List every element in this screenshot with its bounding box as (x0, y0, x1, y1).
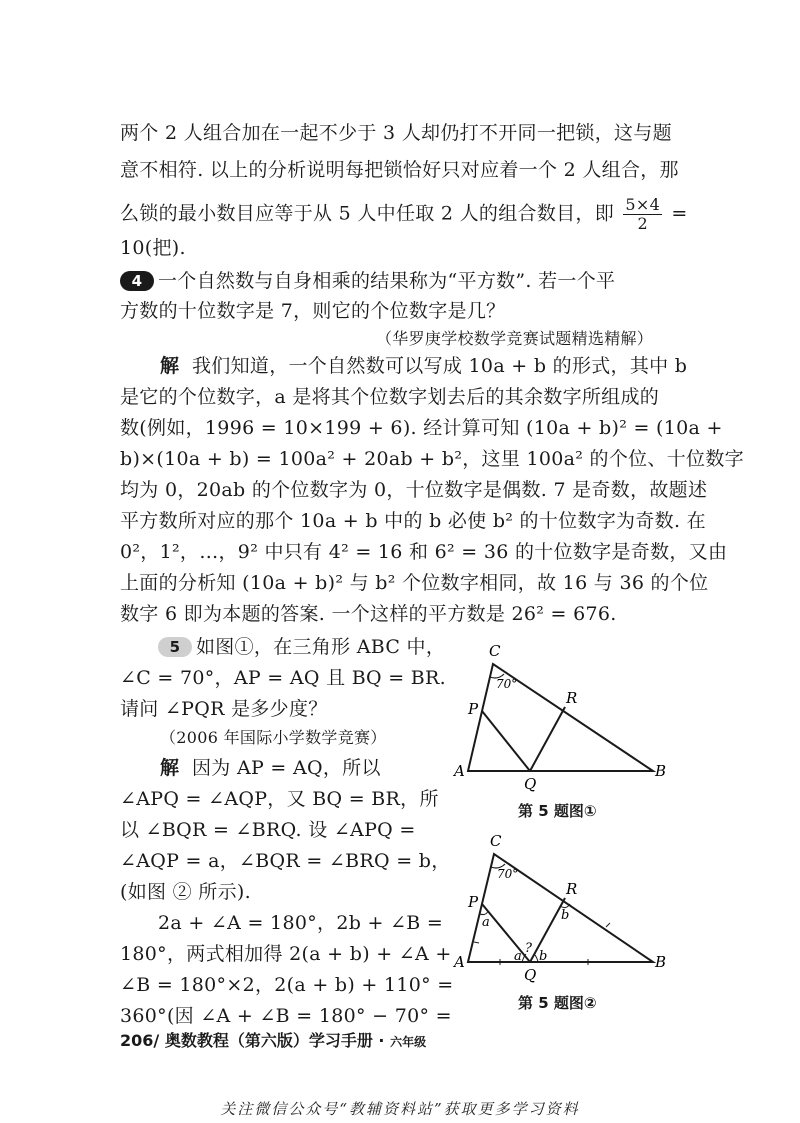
label-q: Q (524, 775, 537, 793)
tick-mark (474, 942, 479, 943)
text-line: 以 ∠BQR = ∠BRQ. 设 ∠APQ = (120, 819, 416, 841)
text-line: 请问 ∠PQR 是多少度？ (120, 698, 328, 720)
angle-q-arc-right (534, 954, 538, 962)
label-r: R (566, 880, 578, 898)
watermark-text: 关注微信公众号“教辅资料站”获取更多学习资料 (220, 1100, 580, 1118)
solution-label: 解 (160, 757, 180, 779)
segment-qr (530, 898, 565, 962)
text-line: 10(把). (120, 237, 186, 259)
label-angle-b-at-r: b (561, 908, 570, 923)
separator-dot: · (378, 1031, 385, 1050)
label-angle-a-at-p: a (482, 915, 490, 930)
text-line: 0²，1²，…，9² 中只有 4² = 16 和 6² = 36 的十位数字是奇数，又由 (120, 541, 728, 563)
label-p: P (468, 893, 479, 911)
fraction-numerator: 5×4 (625, 195, 661, 214)
label-b: B (655, 953, 667, 971)
problem-5-statement (158, 634, 445, 660)
fraction-denominator: 2 (637, 214, 648, 233)
label-angle-b-at-q: b (539, 949, 548, 964)
fraction (623, 196, 662, 233)
problem-number-badge: 5 (158, 637, 192, 657)
label-a: A (454, 762, 465, 780)
text-segment: 么锁的最小数目应等于从 5 人中任取 2 人的组合数目，即 (120, 202, 615, 225)
label-c: C (490, 832, 502, 850)
solution-line (160, 353, 687, 379)
text-line: 数(例如，1996 = 10×199 + 6). 经计算可知 (10a + b)² = (10a + (120, 417, 723, 439)
figure-2-caption: 第 5 题图② (518, 994, 597, 1012)
text-line: 数字 6 即为本题的答案. 一个这样的平方数是 26² = 676. (120, 603, 617, 625)
text-line: 360°(因 ∠A + ∠B = 180° − 70° = (120, 1005, 452, 1027)
text-line: b)×(10a + b) = 100a² + 20ab + b²，这里 100a² 的个位、十位数字 (120, 448, 744, 470)
problem-source: （2006 年国际小学数学竞赛） (160, 728, 387, 747)
figure-1-triangle (448, 640, 688, 800)
figure-2-triangle (448, 832, 688, 992)
problem-4-statement (120, 268, 615, 294)
solution-label: 解 (160, 355, 180, 377)
text-line: ∠B = 180°×2，2(a + b) + 110° = (120, 974, 454, 996)
page-footer (120, 1028, 426, 1051)
problem-source: （华罗庚学校数学竞赛试题精选精解） (376, 329, 654, 348)
text-line: (如图 ② 所示). (120, 881, 251, 903)
text-line (120, 196, 688, 233)
text-line: 2a + ∠A = 180°，2b + ∠B = (158, 912, 444, 934)
segment-qr (530, 707, 565, 771)
text-line: 上面的分析知 (10a + b)² 与 b² 个位数字相同，故 16 与 36 的个位 (120, 572, 709, 594)
label-r: R (566, 689, 578, 707)
label-q: Q (524, 966, 537, 984)
label-p: P (468, 700, 479, 718)
tick-mark (606, 923, 610, 927)
page-number: 206/ (120, 1031, 160, 1050)
label-a: A (454, 953, 465, 971)
text-line: 意不相符. 以上的分析说明每把锁恰好只对应着一个 2 人组合，那 (120, 159, 679, 181)
text-segment: 一个自然数与自身相乘的结果称为“平方数”. 若一个平 (158, 270, 616, 292)
problem-number-badge: 4 (120, 271, 154, 291)
text-segment: 如图①，在三角形 ABC 中， (196, 636, 446, 658)
label-c: C (489, 642, 501, 660)
equals-sign: = (671, 202, 688, 225)
book-title: 奥数教程（第六版）学习手册 (164, 1031, 373, 1050)
text-line: ∠C = 70°，AP = AQ 且 BQ = BR. (120, 667, 446, 689)
solution-line (160, 755, 381, 781)
text-line: 180°，两式相加得 2(a + b) + ∠A + (120, 943, 452, 965)
text-line: ∠APQ = ∠AQP，又 BQ = BR，所 (120, 788, 439, 810)
text-line: 均为 0，20ab 的个位数字为 0，十位数字是偶数. 7 是奇数，故题述 (120, 479, 708, 501)
text-segment: 因为 AP = AQ，所以 (192, 757, 381, 779)
label-angle: 70° (497, 867, 519, 881)
text-line: 两个 2 人组合加在一起不少于 3 人却仍打不开同一把锁，这与题 (120, 122, 672, 144)
segment-pq (482, 904, 530, 962)
label-b: B (655, 762, 667, 780)
text-line: ∠AQP = a，∠BQR = ∠BRQ = b， (120, 850, 451, 872)
label-unknown-angle: ? (525, 941, 532, 956)
segment-pq (482, 711, 530, 771)
text-line: 方数的十位数字是 7，则它的个位数字是几？ (120, 300, 506, 322)
text-segment: 我们知道，一个自然数可以写成 10a + b 的形式，其中 b (192, 355, 688, 377)
text-line: 是它的个位数字，a 是将其个位数字划去后的其余数字所组成的 (120, 386, 660, 408)
label-angle-a-at-q: a (514, 949, 522, 964)
grade-label: 六年级 (390, 1035, 427, 1049)
text-line: 平方数所对应的那个 10a + b 中的 b 必使 b² 的十位数字为奇数. 在 (120, 510, 706, 532)
label-angle: 70° (496, 677, 518, 691)
figure-1-caption: 第 5 题图① (518, 802, 597, 820)
